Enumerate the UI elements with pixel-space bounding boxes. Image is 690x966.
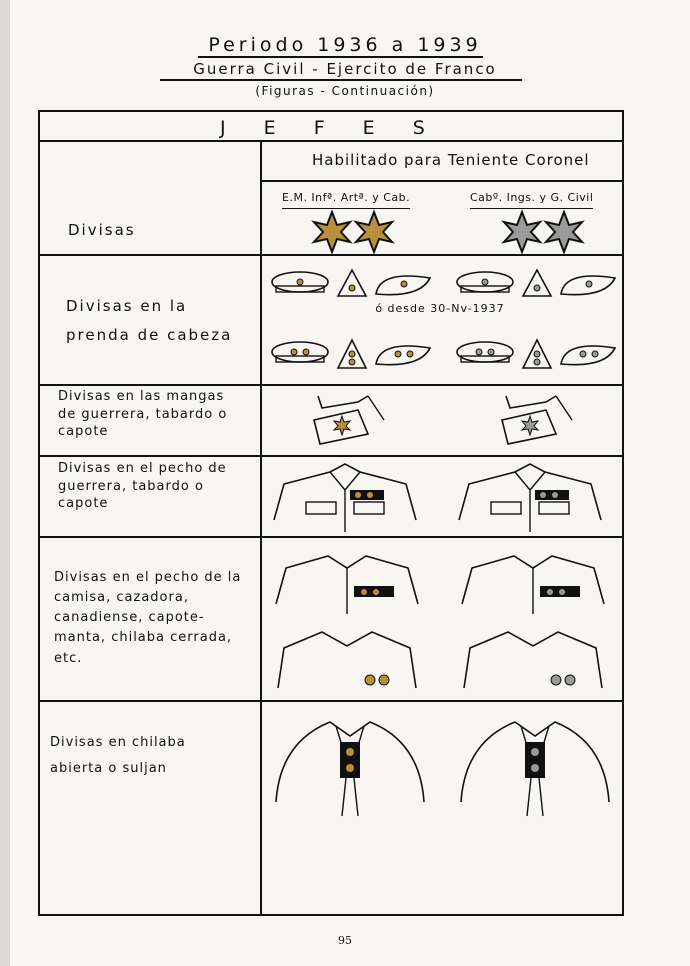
row-divider bbox=[40, 700, 622, 702]
period-title: Periodo 1936 a 1939 bbox=[208, 34, 482, 56]
title-underline bbox=[198, 56, 483, 58]
column-divider bbox=[260, 140, 262, 914]
sleeve-silver-icon bbox=[498, 394, 578, 446]
figures-note: (Figuras - Continuación) bbox=[255, 84, 435, 98]
row-label-sleeves: Divisas en las mangas de guerrera, tabardo o capote bbox=[58, 389, 228, 440]
row-label-chest-jacket: Divisas en el pecho de guerrera, tabardo o capote bbox=[58, 461, 227, 512]
page-number: 95 bbox=[338, 934, 352, 947]
subtitle-underline bbox=[160, 79, 522, 81]
row-label-divisas: Divisas bbox=[68, 221, 136, 239]
headgear-date-note: ó desde 30-Nv-1937 bbox=[375, 302, 505, 315]
page-edge bbox=[0, 0, 10, 966]
table-title: J E F E S bbox=[220, 117, 441, 139]
row-divider bbox=[40, 536, 622, 538]
row-label-headgear: Divisas en la prenda de cabeza bbox=[66, 297, 233, 344]
jacket-silver-icon bbox=[455, 460, 605, 534]
chilaba-silver-icon bbox=[455, 712, 615, 822]
row-label-chilaba: Divisas en chilaba abierta o suljan bbox=[50, 735, 186, 776]
subtitle: Guerra Civil - Ejercito de Franco bbox=[193, 60, 497, 78]
sleeve-gold-icon bbox=[310, 394, 390, 446]
headgear-silver-top-icon bbox=[455, 264, 625, 304]
headgear-silver-bottom-icon bbox=[455, 334, 625, 374]
column-heading-1: E.M. Infª. Artª. y Cab. bbox=[282, 191, 410, 209]
row-divider bbox=[40, 455, 622, 457]
column-heading-2: Cabº. Ings. y G. Civil bbox=[470, 191, 593, 209]
silver-stars-icon bbox=[500, 210, 590, 254]
shirt-gold-icon bbox=[272, 548, 422, 694]
row-label-chest-shirt: Divisas en el pecho de la camisa, cazadora, canadiense, capote-manta, chilaba cerrada, etc. bbox=[54, 570, 242, 666]
chilaba-gold-icon bbox=[270, 712, 430, 822]
column-title: Habilitado para Teniente Coronel bbox=[312, 151, 590, 169]
jacket-gold-icon bbox=[270, 460, 420, 534]
headgear-gold-top-icon bbox=[270, 264, 440, 304]
row-divider bbox=[40, 384, 622, 386]
row-divider bbox=[40, 254, 622, 256]
row-divider bbox=[260, 180, 622, 182]
shirt-silver-icon bbox=[458, 548, 608, 694]
headgear-gold-bottom-icon bbox=[270, 334, 440, 374]
gold-stars-icon bbox=[310, 210, 400, 254]
